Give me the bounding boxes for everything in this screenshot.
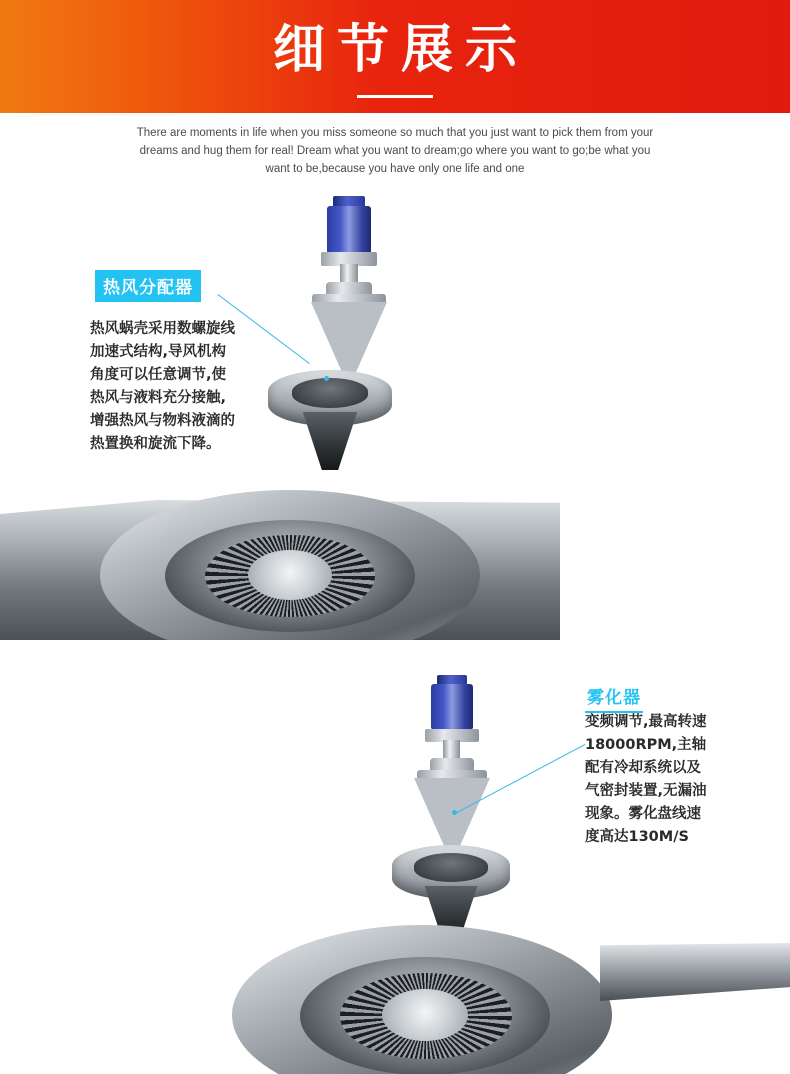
callout-body-atomizer: 变频调节,最高转速18000RPM,主轴配有冷却系统以及气密封装置,无漏油现象。雾化盘线速度高达130M/S [585, 714, 707, 845]
callout-leader-dot-2 [452, 810, 457, 815]
figure-hot-air-distributor [0, 190, 790, 640]
callout-title-atomizer: 雾化器 [585, 683, 643, 713]
title-underline-rule [357, 95, 433, 98]
volute-outlet-duct-icon [600, 943, 790, 1001]
callout-body-hot-air-distributor: 热风蜗壳采用数螺旋线加速式结构,导风机构角度可以任意调节,使热风与液料充分接触,增强热风与物料液滴的热置换和旋流下降。 [90, 321, 235, 452]
atomizer-skirt-icon [296, 412, 364, 470]
page-title: 细节展示 [272, 20, 529, 80]
volute-center-core-icon-2 [382, 989, 468, 1041]
atomizer-disc-inner-icon-2 [414, 853, 488, 882]
intro-paragraph: There are moments in life when you miss someone so much that you just want to pick them from your dreams and hug them for real! Dream what you want to dream;go where you want to go;be what you want to be,because you have only one life and one [136, 127, 654, 175]
motor-body-icon [327, 206, 371, 254]
callout-title-hot-air-distributor: 热风分配器 [95, 270, 201, 302]
atomizer-disc-inner-icon [292, 378, 368, 408]
motor-body-icon-2 [431, 684, 473, 730]
volute-center-core-icon [248, 550, 332, 600]
figure-atomizer [0, 655, 790, 1074]
callout-leader-dot-1 [324, 376, 329, 381]
page-header-banner [0, 0, 790, 113]
